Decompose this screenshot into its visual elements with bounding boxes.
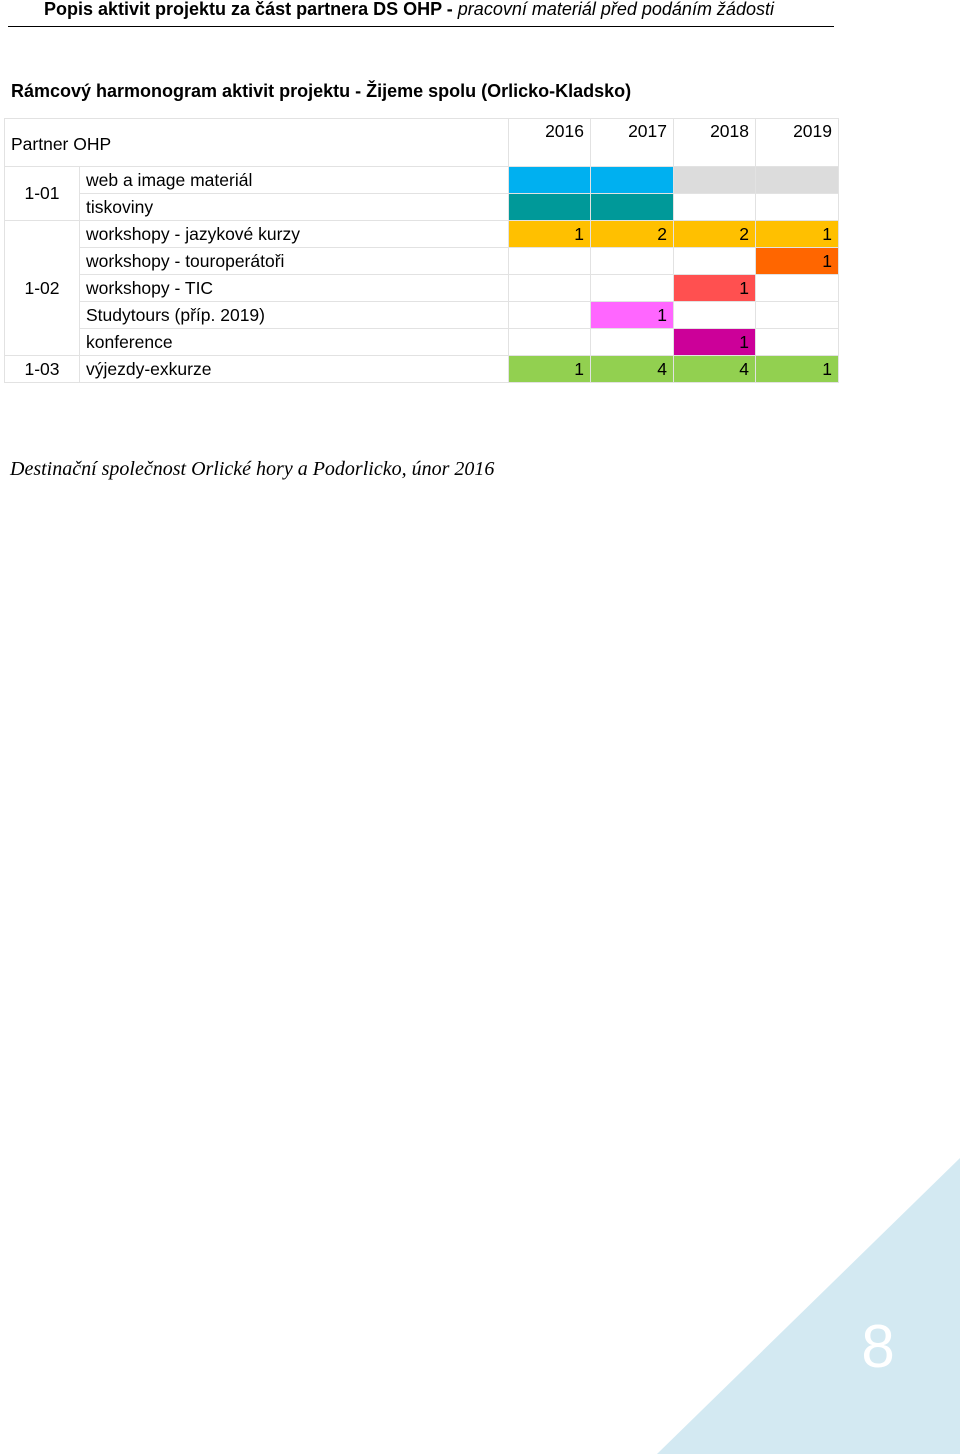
schedule-cell: 1 — [756, 221, 839, 248]
schedule-cell: 1 — [756, 248, 839, 275]
corner-triangle — [657, 1158, 960, 1454]
activity-name: workshopy - jazykové kurzy — [80, 221, 509, 248]
schedule-cell: 4 — [591, 356, 674, 383]
activity-name: workshopy - TIC — [80, 275, 509, 302]
schedule-cell: 1 — [756, 356, 839, 383]
activity-name: Studytours (příp. 2019) — [80, 302, 509, 329]
activity-name: workshopy - touroperátoři — [80, 248, 509, 275]
activity-code: 1-02 — [5, 221, 80, 356]
year-header: 2017 — [591, 119, 674, 167]
year-header: 2018 — [674, 119, 756, 167]
activity-name: tiskoviny — [80, 194, 509, 221]
activity-name: konference — [80, 329, 509, 356]
document-title: Rámcový harmonogram aktivit projektu - Žijeme spolu (Orlicko-Kladsko) — [11, 81, 632, 101]
activity-name: web a image materiál — [80, 167, 509, 194]
activity-code: 1-01 — [5, 167, 80, 221]
schedule-cell: 1 — [591, 302, 674, 329]
year-header: 2016 — [509, 119, 591, 167]
schedule-cell: 2 — [591, 221, 674, 248]
page-number: 8 — [861, 1313, 895, 1380]
schedule-cell: 1 — [509, 221, 591, 248]
partner-label: Partner OHP — [5, 119, 509, 167]
schedule-cell: 1 — [674, 329, 756, 356]
header-italic-text: pracovní materiál před podáním žádosti — [457, 0, 774, 19]
year-header: 2019 — [756, 119, 839, 167]
footer-text: Destinační společnost Orlické hory a Podorlicko, únor 2016 — [10, 458, 495, 480]
schedule-cell: 1 — [674, 275, 756, 302]
activity-name: výjezdy-exkurze — [80, 356, 509, 383]
activity-code: 1-03 — [5, 356, 80, 383]
header-bold-text: Popis aktivit projektu za část partnera DS OHP - — [44, 0, 458, 19]
schedule-cell: 1 — [509, 356, 591, 383]
schedule-cell: 4 — [674, 356, 756, 383]
schedule-cell: 2 — [674, 221, 756, 248]
